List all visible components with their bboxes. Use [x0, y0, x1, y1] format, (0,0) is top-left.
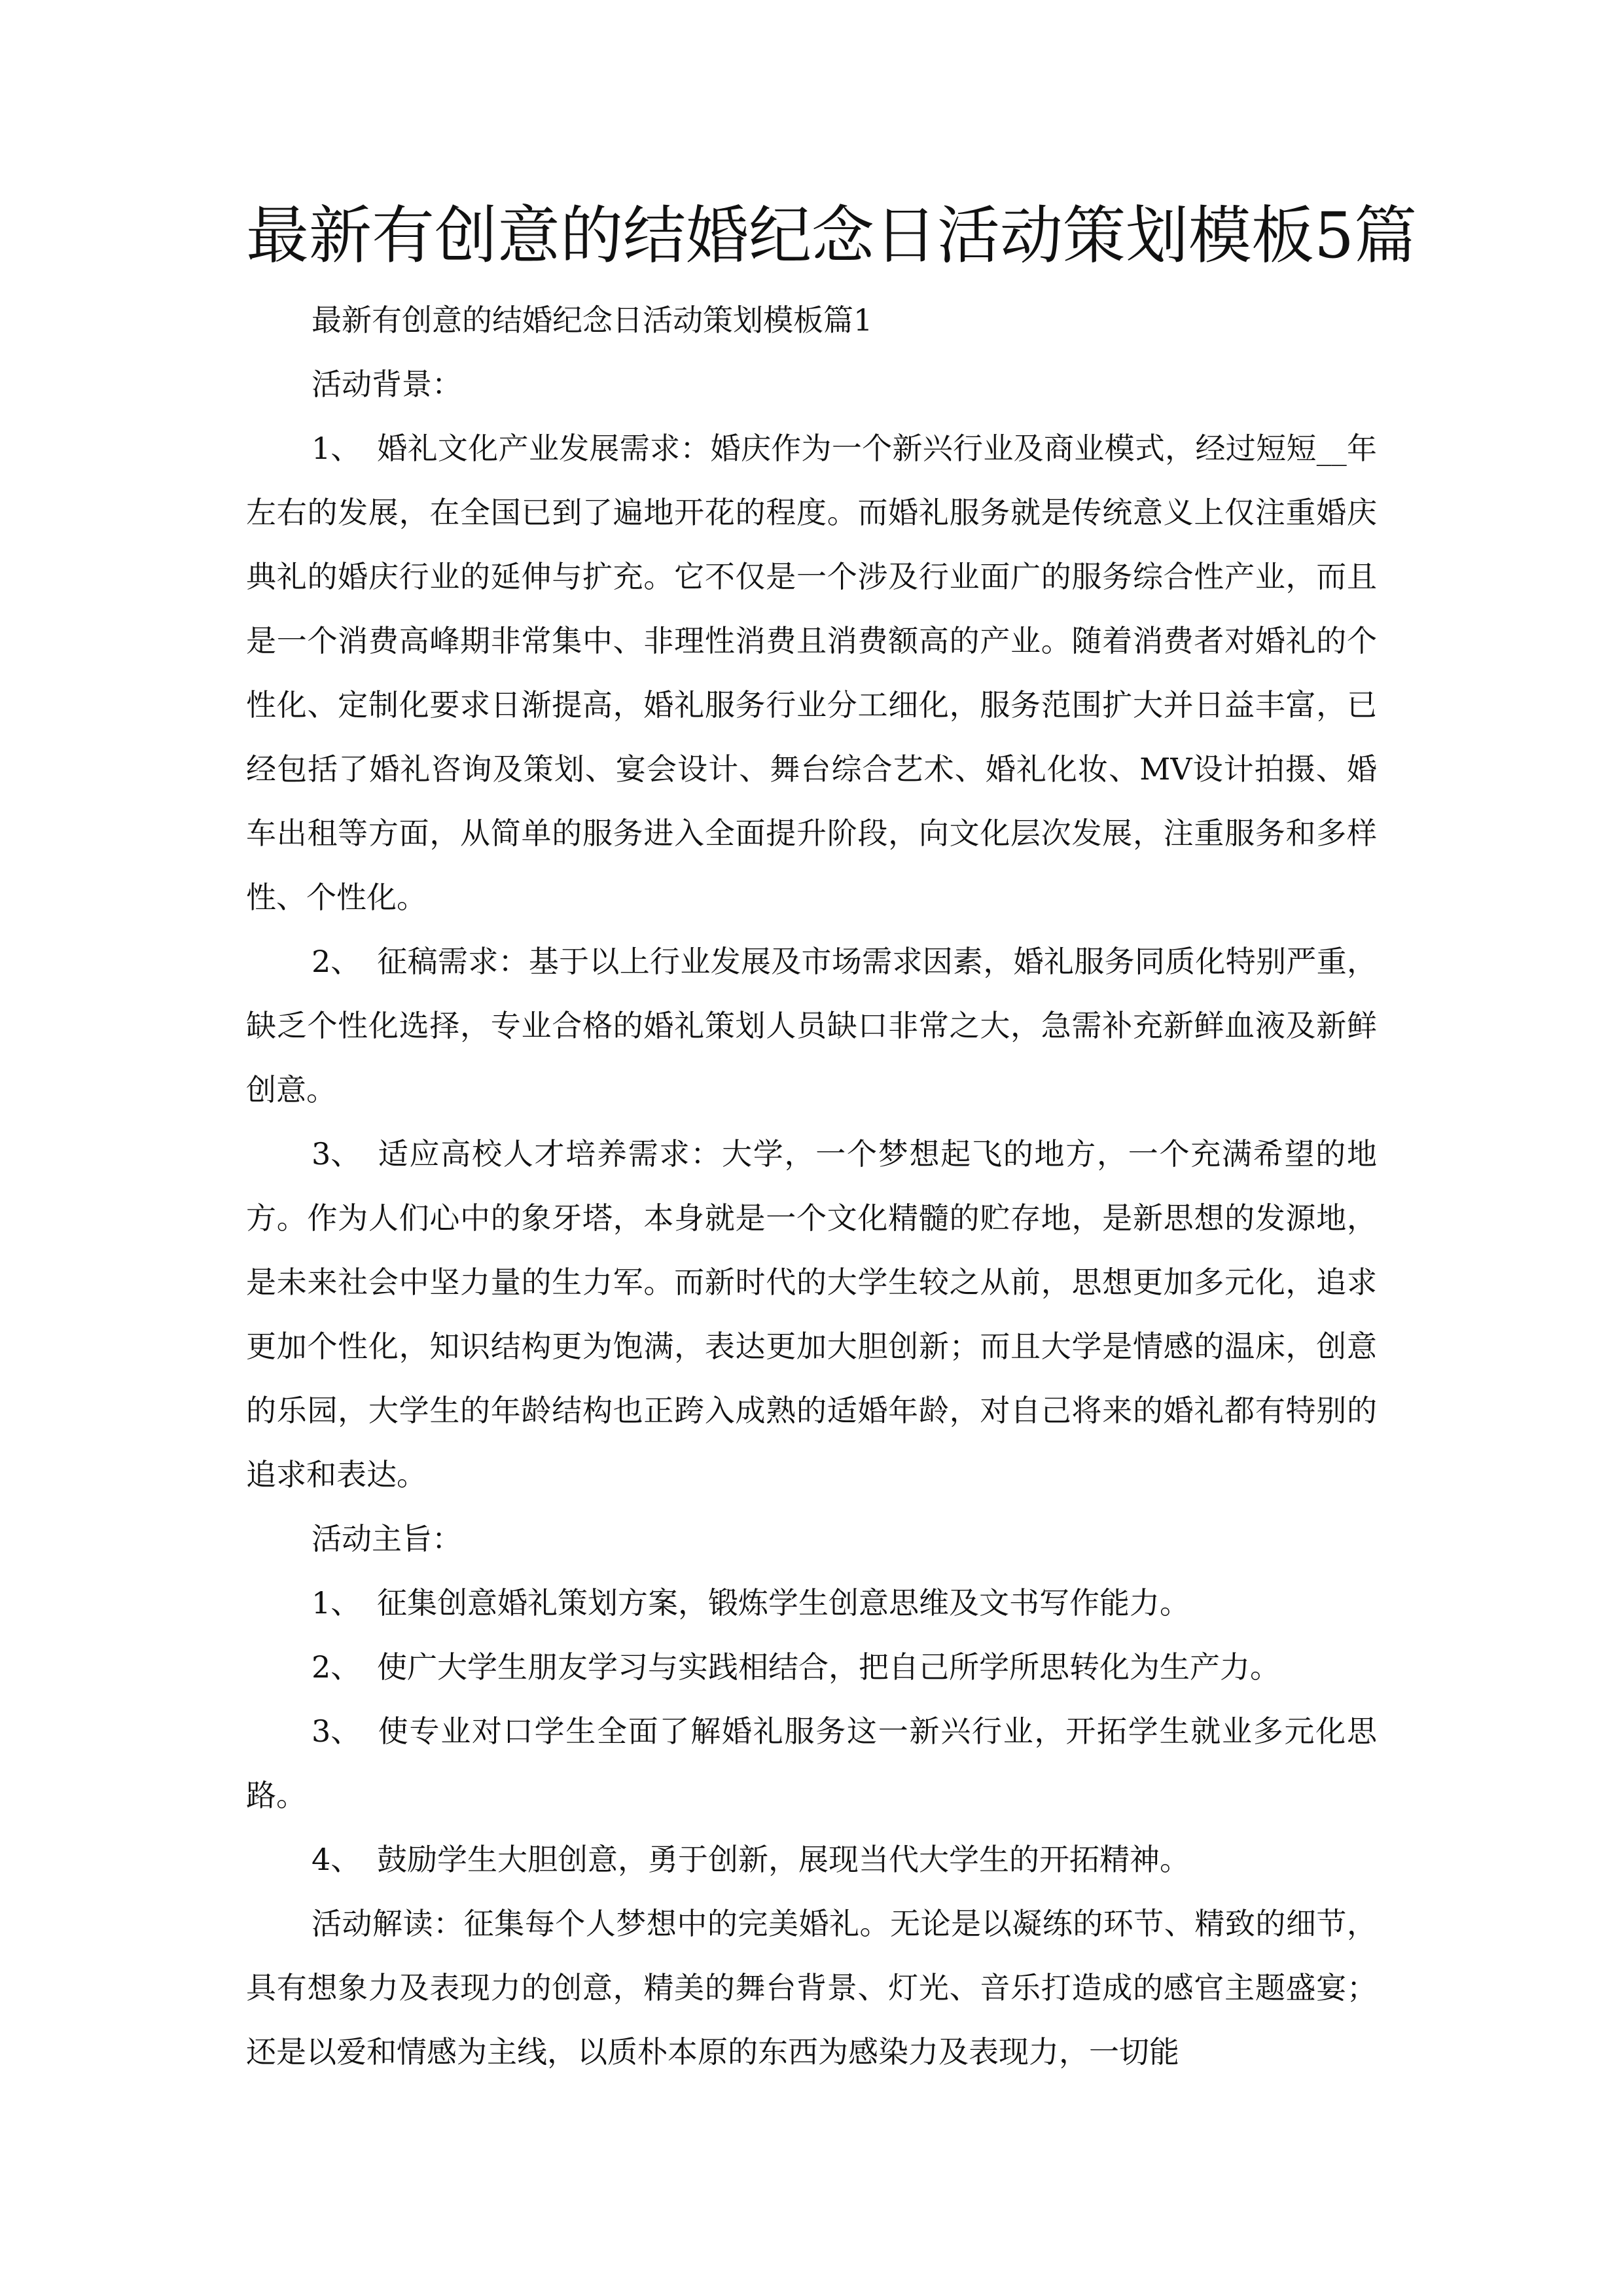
paragraph-text: 征稿需求：基于以上行业发展及市场需求因素，婚礼服务同质化特别严重，缺乏个性化选择，专业合格的婚礼策划人员缺口非常之大，急需补充新鲜血液及新鲜创意。: [246, 944, 1377, 1107]
list-number: 4、: [312, 1842, 361, 1877]
list-number: 1、: [312, 431, 361, 466]
list-number: 3、: [312, 1136, 361, 1172]
paragraph-text: 婚礼文化产业发展需求：婚庆作为一个新兴行业及商业模式，经过短短__年左右的发展，在全国已到了遍地开花的程度。而婚礼服务就是传统意义上仅注重婚庆典礼的婚庆行业的延伸与扩充。它不仅是一个涉及行业面广的服务综合性产业，而且是一个消费高峰期非常集中、非理性消费且消费额高的产业。随着消费者对婚礼的个性化、定制化要求日渐提高，婚礼服务行业分工细化，服务范围扩大并日益丰富，已经包括了婚礼咨询及策划、宴会设计、舞台综合艺术、婚礼化妆、MV设计拍摄、婚车出租等方面，从简单的服务进入全面提升阶段，向文化层次发展，注重服务和多样性、个性化。: [246, 431, 1377, 915]
paragraph-purpose-2: [246, 1635, 1377, 1699]
document-title: 最新有创意的结婚纪念日活动策划模板5篇: [246, 199, 1418, 272]
paragraph-text: 活动主旨：: [312, 1521, 462, 1556]
paragraph-interpretation: [246, 1892, 1377, 2084]
paragraph-text: 活动解读：征集每个人梦想中的完美婚礼。无论是以凝练的环节、精致的细节，具有想象力及表现力的创意，精美的舞台背景、灯光、音乐打造成的感官主题盛宴；还是以爱和情感为主线，以质朴本原的东西为感染力及表现力，一切能: [246, 1906, 1377, 2070]
list-number: 2、: [312, 944, 361, 979]
paragraph-background-1: [246, 416, 1377, 929]
paragraph-text: 鼓励学生大胆创意，勇于创新，展现当代大学生的开拓精神。: [377, 1842, 1190, 1877]
paragraph-text: 使专业对口学生全面了解婚礼服务这一新兴行业，开拓学生就业多元化思路。: [246, 1713, 1377, 1813]
paragraph-heading-purpose: [246, 1507, 1377, 1571]
paragraph-text: 活动背景：: [312, 367, 462, 402]
paragraph-text: 适应高校人才培养需求：大学，一个梦想起飞的地方，一个充满希望的地方。作为人们心中的象牙塔，本身就是一个文化精髓的贮存地，是新思想的发源地，是未来社会中坚力量的生力军。而新时代的大学生较之从前，思想更加多元化，追求更加个性化，知识结构更为饱满，表达更加大胆创新；而且大学是情感的温床，创意的乐园，大学生的年龄结构也正跨入成熟的适婚年龄，对自己将来的婚礼都有特别的追求和表达。: [246, 1136, 1377, 1492]
paragraph-text: 最新有创意的结婚纪念日活动策划模板篇1: [312, 302, 873, 338]
list-number: 1、: [312, 1585, 361, 1621]
paragraph-purpose-3: [246, 1699, 1377, 1827]
paragraph-purpose-1: [246, 1571, 1377, 1635]
paragraph-purpose-4: [246, 1827, 1377, 1892]
paragraph-subtitle: [246, 288, 1377, 352]
list-number: 3、: [312, 1713, 361, 1749]
document-page: [246, 196, 1418, 2084]
paragraph-background-3: [246, 1122, 1377, 1507]
paragraph-text: 征集创意婚礼策划方案，锻炼学生创意思维及文书写作能力。: [377, 1585, 1190, 1621]
list-number: 2、: [312, 1649, 361, 1685]
paragraph-background-2: [246, 929, 1377, 1122]
paragraph-heading-background: [246, 352, 1377, 416]
paragraph-text: 使广大学生朋友学习与实践相结合，把自己所学所思转化为生产力。: [377, 1649, 1280, 1685]
